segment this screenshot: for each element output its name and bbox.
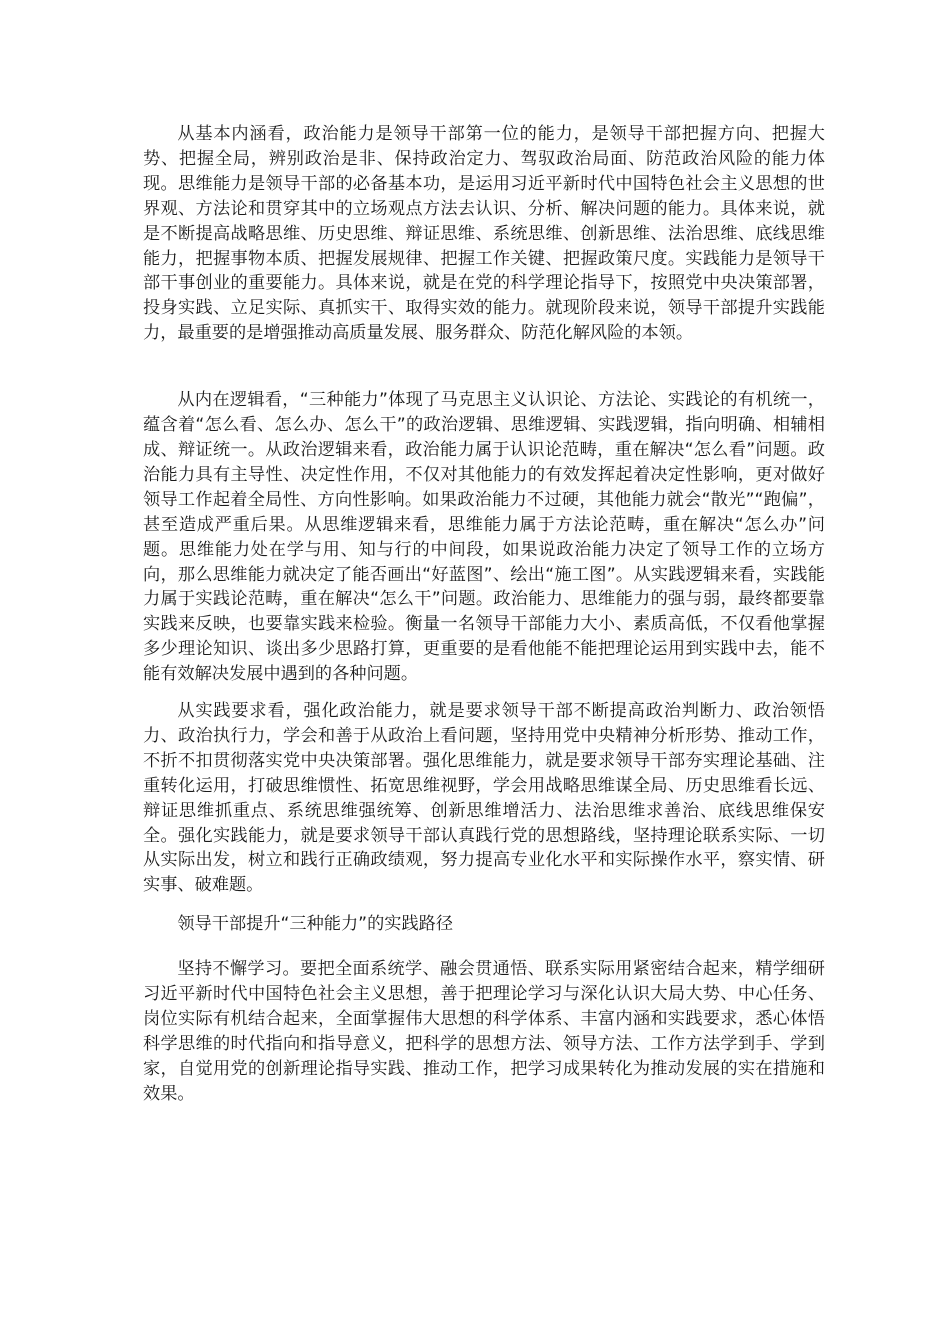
paragraph-persistent-learning: 坚持不懈学习。要把全面系统学、融会贯通悟、联系实际用紧密结合起来，精学细研习近平新时代中国特色社会主义思想，善于把理论学习与深化认识大局大势、中心任务、岗位实际有机结合起来，全面掌握伟大思想的科学体系、丰富内涵和实践要求，悉心体悟科学思维的时代指向和指导意义，把科学的思想方法、领导方法、工作方法学到手、学到家，自觉用党的创新理论指导实践、推动工作，把学习成果转化为推动发展的实在措施和效果。 <box>143 959 825 1104</box>
paragraph-practice-requirements: 从实践要求看，强化政治能力，就是要求领导干部不断提高政治判断力、政治领悟力、政治执行力，学会和善于从政治上看问题，坚持用党中央精神分析形势、推动工作，不折不扣贯彻落实党中央决策部署。强化思维能力，就是要求领导干部夯实理论基础、注重转化运用，打破思维惯性、拓宽思维视野，学会用战略思维谋全局、历史思维看长远、辩证思维抓重点、系统思维强统筹、创新思维增活力、法治思维求善治、底线思维保安全。强化实践能力，就是要求领导干部认真践行党的思想路线，坚持理论联系实际、一切从实际出发，树立和践行正确政绩观，努力提高专业化水平和实际操作水平，察实情、研实事、破难题。 <box>143 701 825 896</box>
paragraph-basic-connotation: 从基本内涵看，政治能力是领导干部第一位的能力，是领导干部把握方向、把握大势、把握全局，辨别政治是非、保持政治定力、驾驭政治局面、防范政治风险的能力体现。思维能力是领导干部的必备基本功，是运用习近平新时代中国特色社会主义思想的世界观、方法论和贯穿其中的立场观点方法去认识、分析、解决问题的能力。具体来说，就是不断提高战略思维、历史思维、辩证思维、系统思维、创新思维、法治思维、底线思维能力，把握事物本质、把握发展规律、把握工作关键、把握政策尺度。实践能力是领导干部干事创业的重要能力。具体来说，就是在党的科学理论指导下，按照党中央决策部署，投身实践、立足实际、真抓实干、取得实效的能力。就现阶段来说，领导干部提升实践能力，最重要的是增强推动高质量发展、服务群众、防范化解风险的本领。 <box>143 124 825 344</box>
section-heading: 领导干部提升“三种能力”的实践路径 <box>177 914 454 935</box>
document-page <box>143 122 825 1107</box>
paragraph-internal-logic: 从内在逻辑看，“三种能力”体现了马克思主义认识论、方法论、实践论的有机统一，蕴含着“怎么看、怎么办、怎么干”的政治逻辑、思维逻辑、实践逻辑，指向明确、相辅相成、辩证统一。从政治逻辑来看，政治能力属于认识论范畴，重在解决“怎么看”问题。政治能力具有主导性、决定性作用，不仅对其他能力的有效发挥起着决定性影响，更对做好领导工作起着全局性、方向性影响。如果政治能力不过硬，其他能力就会“散光”“跑偏”，甚至造成严重后果。从思维逻辑来看，思维能力属于方法论范畴，重在解决“怎么办”问题。思维能力处在学与用、知与行的中间段，如果说政治能力决定了领导工作的立场方向，那么思维能力就决定了能否画出“好蓝图”、绘出“施工图”。从实践逻辑来看，实践能力属于实践论范畴，重在解决“怎么干”问题。政治能力、思维能力的强与弱，最终都要靠实践来反映，也要靠实践来检验。衡量一名领导干部能力大小、素质高低，不仅看他掌握多少理论知识、谈出多少思路打算，更重要的是看他能不能把理论运用到实践中去，能不能有效解决发展中遇到的各种问题。 <box>143 390 825 685</box>
